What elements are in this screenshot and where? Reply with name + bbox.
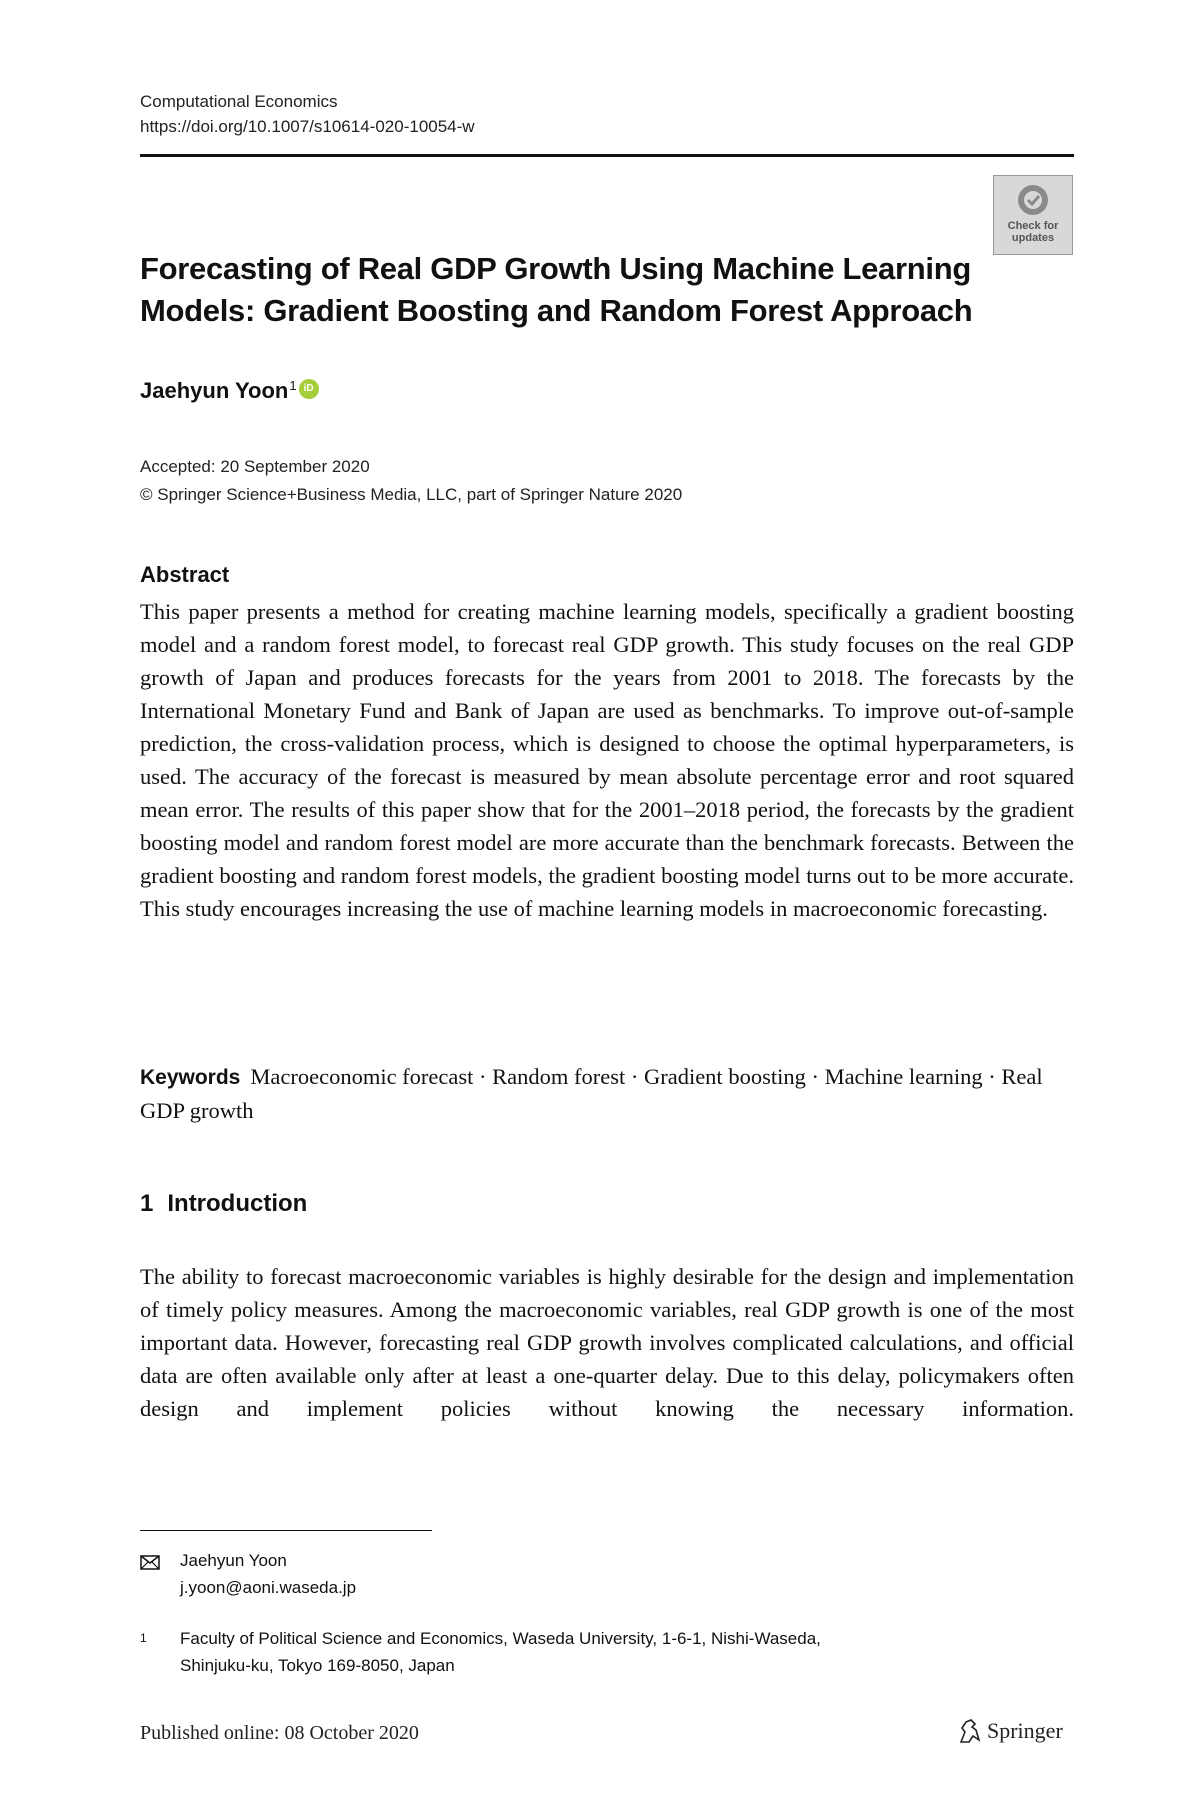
section-title: Introduction	[167, 1190, 308, 1217]
section-number: 1	[140, 1190, 154, 1217]
contact-name: Jaehyun Yoon	[180, 1551, 287, 1570]
affiliation-line-1: Faculty of Political Science and Economics, Waseda University, 1-6-1, Nishi-Waseda,	[180, 1629, 821, 1648]
check-for-updates-label: Check for updates	[1007, 220, 1059, 244]
author-name[interactable]: Jaehyun Yoon	[140, 378, 289, 403]
keywords-block	[140, 1060, 1074, 1127]
keywords-heading: Keywords	[140, 1066, 241, 1089]
publication-dates	[140, 453, 682, 509]
affiliation-footnote	[140, 1625, 821, 1679]
corresponding-author-footnote	[140, 1547, 356, 1601]
accepted-date: Accepted: 20 September 2020	[140, 457, 370, 476]
published-online-date: Published online: 08 October 2020	[140, 1722, 419, 1744]
affiliation-line-2: Shinjuku-ku, Tokyo 169-8050, Japan	[180, 1656, 455, 1675]
contact-email[interactable]: j.yoon@aoni.waseda.jp	[180, 1578, 357, 1597]
paper-title: Forecasting of Real GDP Growth Using Machine Learning Models: Gradient Boosting and Random Forest Approach	[140, 251, 973, 328]
abstract-text: This paper presents a method for creating machine learning models, specifically a gradient boosting model and a random forest model, to forecast real GDP growth. This study focuses on the real GDP growth of Japan and produces forecasts for the years from 2001 to 2018. The forecasts by the International Monetary Fund and Bank of Japan are used as benchmarks. To improve out-of-sample prediction, the cross-validation process, which is designed to choose the optimal hyperparameters, is used. The accuracy of the forecast is measured by mean absolute percentage error and root squared mean error. The results of this paper show that for the 2001–2018 period, the forecasts by the gradient boosting model and random forest model are more accurate than the benchmark forecasts. Between the gradient boosting and random forest models, the gradient boosting model turns out to be more accurate. This study encourages increasing the use of machine learning models in macroeconomic forecasting.	[140, 599, 1074, 921]
introduction-text: The ability to forecast macroeconomic variables is highly desirable for the design and implementation of timely policy measures. Among the macroeconomic variables, real GDP growth is one of the most important data. However, forecasting real GDP growth involves complicated calculations, and official data are often available only after at least a one-quarter delay. Due to this delay, policymakers often design and implement policies without knowing the necessary information.	[140, 1264, 1074, 1421]
section-heading-introduction	[140, 1190, 307, 1218]
check-for-updates-icon	[1015, 182, 1051, 218]
journal-name: Computational Economics	[140, 92, 338, 111]
springer-horse-icon	[957, 1718, 981, 1744]
envelope-icon	[140, 1547, 180, 1601]
doi-link[interactable]: https://doi.org/10.1007/s10614-020-10054-w	[140, 117, 475, 136]
orcid-icon[interactable]	[299, 379, 319, 399]
keywords-list: Macroeconomic forecast · Random forest · Gradient boosting · Machine learning · Real GDP growth	[140, 1064, 1043, 1123]
journal-header	[140, 89, 475, 139]
author-affil-marker: 1	[289, 378, 297, 393]
affiliation-marker: 1	[140, 1631, 147, 1645]
author-line	[140, 378, 319, 404]
footnote-rule	[140, 1530, 432, 1531]
springer-logo	[957, 1718, 1063, 1744]
check-for-updates-badge[interactable]	[993, 175, 1073, 255]
copyright-notice: © Springer Science+Business Media, LLC, part of Springer Nature 2020	[140, 485, 683, 504]
abstract-heading: Abstract	[140, 562, 230, 587]
header-rule	[140, 154, 1074, 157]
publisher-name: Springer	[987, 1718, 1063, 1743]
